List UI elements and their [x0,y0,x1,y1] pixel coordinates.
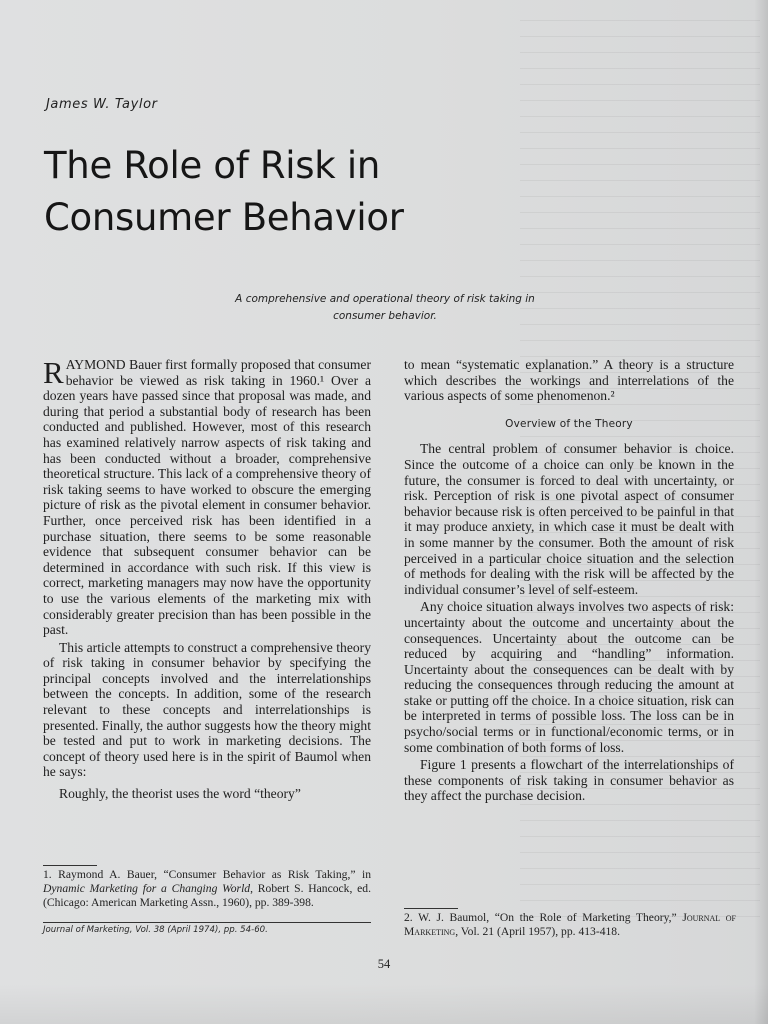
title-line-2: Consumer Behavior [44,196,404,239]
footnote-1-text-a: 1. Raymond A. Bauer, “Consumer Behavior as Risk Taking,” in [43,868,371,881]
paragraph-central-problem: The central problem of consumer behavior is choice. Since the outcome of a choice can only be known in the future, the consumer is forced to deal with uncertainty, or risk. Perception of risk is one pivotal aspect of consumer behavior because risk is often perceived to be painful in that it may produce anxiety, in which case it must be dealt with in some manner by the consumer. Both the amount of risk perceived in a particular choice situation and the selection of methods for dealing with the risk will be affected by the individual consumer’s level of self-esteem. [404,441,734,597]
footnote-1-text-b: , Robert S. Hancock, ed. (Chicago: American Marketing Assn., 1960), pp. 389-398. [43,882,371,909]
footnote-1-book-title: Dynamic Marketing for a Changing World [43,882,251,895]
page-bottom-shadow [0,984,768,1024]
title-line-1: The Role of Risk in [44,144,380,187]
paragraph-quote-start: Roughly, the theorist uses the word “theory” [59,786,301,802]
paragraph-two-aspects: Any choice situation always involves two aspects of risk: uncertainty about the outcome and uncertainty about the consequences. Uncertainty about the outcome can be reduced by acquiring and “handling” information. Uncertainty about the consequences can be dealt with by reducing the consequences through reducing the amount at stake or putting off the choice. In a choice situation, risk can be interpreted in terms of possible loss. The loss can be in psycho/social terms or in functional/economic terms, or in some combination of both forms of loss. [404,599,734,755]
article-subtitle [190,291,580,325]
left-column [43,357,371,802]
paragraph-purpose: This article attempts to construct a comprehensive theory of risk taking in consumer behavior by specifying the principal concepts involved and the interrelationships between the concepts. In addition, some of the research relevant to these concepts and interrelationships is presented. Finally, the author suggests how the theory might be tested and put to work in marketing decisions. The concept of theory used here is in the spirit of Baumol when he says: [43,639,371,780]
footnote-2 [404,911,736,939]
footnote-2-text-a: 2. W. J. Baumol, “On the Role of Marketing Theory,” [404,911,683,924]
page-edge-shadow [754,0,768,1024]
journal-rule [43,922,371,923]
paragraph-intro-text: Bauer first formally proposed that consumer behavior be viewed as risk taking in 1960.¹ Over a dozen years have passed since that proposal was made, and during that period a substantial body of research has been conducted and published. However, most of this research has examined relatively narrow aspects of risk taking and has been conducted without a broader, comprehensive theoretical structure. This lack of a comprehensive theory of risk taking seems to have worked to obscure the emerging picture of risk as the pivotal element in consumer behavior. Further, once perceived risk has been identified in a purchase situation, there seems to be some reasonable evidence that subsequent consumer behavior can be determined in accordance with such risk. If this view is correct, marketing managers may now have the opportunity to use the various elements of the marketing mix with considerably greater precision than has been possible in the past. [43,357,371,638]
section-heading: Overview of the Theory [505,417,633,430]
lead-word: AYMOND [65,357,126,372]
footnote-1 [43,868,371,910]
page-number: 54 [377,957,391,971]
footnote-rule-left [43,865,97,866]
paragraph-intro [43,357,371,638]
paragraph-figure-reference: Figure 1 presents a flowchart of the interrelationships of these components of risk taking in consumer behavior as they affect the purchase decision. [404,757,734,804]
journal-citation: Journal of Marketing, Vol. 38 (April 1974), pp. 54-60. [43,925,268,935]
subtitle-line-1: A comprehensive and operational theory of risk taking in [235,293,535,305]
author-name: James W. Taylor [46,97,158,112]
article-title [44,140,504,244]
drop-cap: R [43,355,64,390]
subtitle-line-2: consumer behavior. [333,310,437,322]
footnote-2-text-b: , Vol. 21 (April 1957), pp. 413-418. [455,925,620,938]
footnote-2-journal: Journal of Marketing [404,911,736,938]
paragraph-theory-definition: to mean “systematic explanation.” A theory is a structure which describes the workings and interrelations of the various aspects of some phenomenon.² [404,357,734,404]
footnote-rule-right [404,908,458,909]
right-column [404,357,734,804]
